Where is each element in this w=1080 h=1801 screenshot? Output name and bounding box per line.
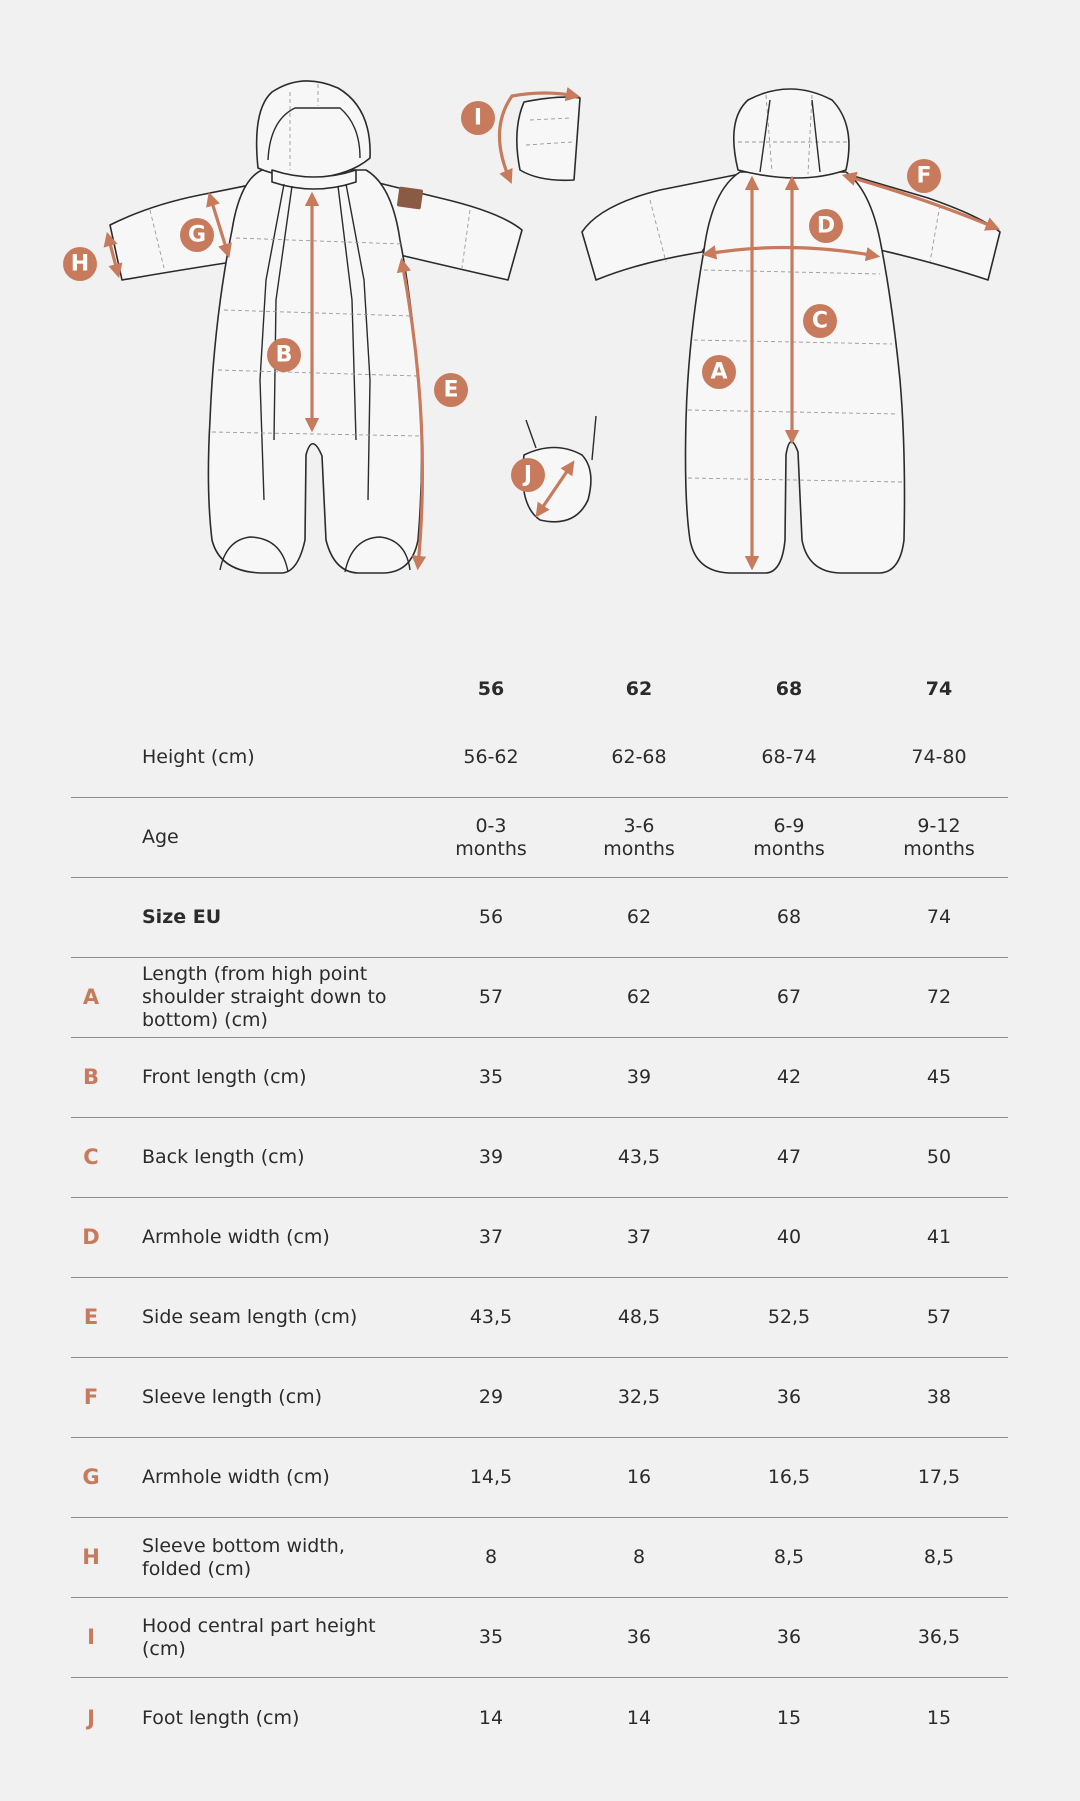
table-cell: 15 xyxy=(776,1706,802,1729)
front-view-drawing xyxy=(110,81,522,573)
table-cell: 36 xyxy=(776,1626,802,1648)
size-header-row xyxy=(71,660,1008,718)
measurement-letter: C xyxy=(83,1145,99,1169)
svg-text:I: I xyxy=(473,105,483,131)
table-cell: 43,5 xyxy=(469,1306,513,1328)
table-cell: 47 xyxy=(776,1146,802,1168)
table-row xyxy=(71,1598,1008,1678)
table-cell: 14 xyxy=(478,1706,504,1729)
table-cell: 50 xyxy=(926,1146,952,1168)
table-cell: 74-80 xyxy=(911,746,967,768)
svg-text:E: E xyxy=(443,377,459,403)
size-column-header: 68 xyxy=(775,677,803,700)
svg-text:F: F xyxy=(916,163,932,189)
measurement-letter: G xyxy=(82,1465,100,1489)
measurement-letter: D xyxy=(82,1225,100,1249)
row-label: Sleeve bottom width, folded (cm) xyxy=(142,1534,345,1580)
table-cell: 35 xyxy=(478,1066,504,1088)
table-cell: 14 xyxy=(626,1706,652,1729)
svg-text:H: H xyxy=(70,251,90,277)
table-cell: 16 xyxy=(626,1466,652,1488)
marker-badge-d xyxy=(809,209,843,243)
marker-badge-g xyxy=(180,218,214,252)
row-label: Armhole width (cm) xyxy=(142,1466,330,1488)
table-cell: 52,5 xyxy=(767,1306,811,1328)
table-cell: 62 xyxy=(626,906,652,928)
marker-badge-i xyxy=(461,101,495,135)
table-cell: 57 xyxy=(926,1306,952,1328)
table-cell: 40 xyxy=(776,1226,802,1248)
row-label: Hood central part height (cm) xyxy=(142,1614,376,1660)
marker-badge-j xyxy=(511,458,545,492)
size-column-header: 56 xyxy=(477,677,505,700)
hood-side-drawing xyxy=(517,97,580,180)
table-cell: 14,5 xyxy=(469,1466,513,1488)
measurement-letter: B xyxy=(82,1065,99,1089)
table-cell: 8 xyxy=(484,1546,498,1568)
measurement-letter xyxy=(71,798,111,877)
table-cell: 8,5 xyxy=(923,1546,955,1568)
svg-text:C: C xyxy=(811,308,829,334)
table-cell: 29 xyxy=(478,1386,504,1408)
measurement-letter xyxy=(71,718,111,797)
measurement-diagram xyxy=(0,0,1080,620)
table-cell: 38 xyxy=(926,1386,952,1408)
table-cell: 3-6 months xyxy=(603,814,675,860)
table-cell: 41 xyxy=(926,1226,952,1248)
table-row xyxy=(71,878,1008,958)
table-cell: 43,5 xyxy=(617,1146,661,1168)
row-label: Size EU xyxy=(142,906,222,928)
table-cell: 74 xyxy=(926,906,952,928)
table-cell: 9-12 months xyxy=(903,814,975,860)
marker-badge-e xyxy=(434,373,468,407)
table-cell: 32,5 xyxy=(617,1386,661,1408)
size-column-header: 74 xyxy=(925,677,953,700)
table-cell: 37 xyxy=(626,1226,652,1248)
table-cell: 42 xyxy=(776,1066,802,1088)
marker-badge-b xyxy=(267,338,301,372)
table-cell: 68 xyxy=(776,906,802,928)
measurement-letter: J xyxy=(87,1705,95,1730)
table-cell: 56 xyxy=(478,906,504,928)
table-cell: 48,5 xyxy=(617,1306,661,1328)
row-label: Back length (cm) xyxy=(142,1146,305,1168)
table-row xyxy=(71,1278,1008,1358)
table-cell: 8,5 xyxy=(773,1546,805,1568)
table-cell: 17,5 xyxy=(917,1466,961,1488)
table-row xyxy=(71,958,1008,1038)
measurement-letter: I xyxy=(87,1625,95,1649)
table-cell: 36 xyxy=(626,1626,652,1648)
marker-badge-h xyxy=(63,247,97,281)
table-cell: 6-9 months xyxy=(753,814,825,860)
table-row xyxy=(71,1038,1008,1118)
table-cell: 39 xyxy=(626,1066,652,1088)
table-cell: 68-74 xyxy=(761,746,817,768)
row-label: Armhole width (cm) xyxy=(142,1226,330,1248)
size-table xyxy=(71,660,1008,1758)
size-column-header: 62 xyxy=(625,677,653,700)
table-row xyxy=(71,1118,1008,1198)
table-cell: 37 xyxy=(478,1226,504,1248)
row-label: Foot length (cm) xyxy=(142,1706,300,1729)
svg-text:B: B xyxy=(275,342,293,368)
table-row xyxy=(71,798,1008,878)
table-cell: 8 xyxy=(632,1546,646,1568)
svg-text:D: D xyxy=(816,213,836,239)
svg-text:A: A xyxy=(710,359,728,385)
row-label: Sleeve length (cm) xyxy=(142,1386,323,1408)
table-cell: 16,5 xyxy=(767,1466,811,1488)
svg-text:G: G xyxy=(187,222,207,248)
measurement-letter xyxy=(71,878,111,957)
table-cell: 57 xyxy=(478,986,504,1008)
table-cell: 35 xyxy=(478,1626,504,1648)
svg-text:J: J xyxy=(523,462,533,488)
table-row xyxy=(71,1358,1008,1438)
table-cell: 45 xyxy=(926,1066,952,1088)
table-cell: 62-68 xyxy=(611,746,667,768)
marker-badge-f xyxy=(907,159,941,193)
table-cell: 15 xyxy=(926,1706,952,1729)
row-label: Front length (cm) xyxy=(142,1066,307,1088)
marker-badge-a xyxy=(702,355,736,389)
measurement-letter: E xyxy=(83,1305,99,1329)
table-cell: 56-62 xyxy=(463,746,519,768)
row-label: Side seam length (cm) xyxy=(142,1306,358,1328)
row-label: Age xyxy=(142,826,179,848)
table-row xyxy=(71,1438,1008,1518)
table-row xyxy=(71,1678,1008,1758)
measurement-letter: H xyxy=(82,1545,100,1569)
table-cell: 36,5 xyxy=(917,1626,961,1648)
table-cell: 72 xyxy=(926,986,952,1008)
table-row xyxy=(71,1518,1008,1598)
table-cell: 62 xyxy=(626,986,652,1008)
row-label: Length (from high point shoulder straight down to bottom) (cm) xyxy=(142,963,387,1031)
table-cell: 36 xyxy=(776,1386,802,1408)
marker-badge-c xyxy=(803,304,837,338)
table-row xyxy=(71,1198,1008,1278)
table-cell: 0-3 months xyxy=(455,814,527,860)
measurement-letter: F xyxy=(83,1385,99,1409)
row-label: Height (cm) xyxy=(142,746,255,768)
measurement-letter: A xyxy=(82,985,100,1009)
table-cell: 39 xyxy=(478,1146,504,1168)
table-cell: 67 xyxy=(776,986,802,1008)
table-row xyxy=(71,718,1008,798)
snowsuit-illustration xyxy=(0,0,1080,620)
